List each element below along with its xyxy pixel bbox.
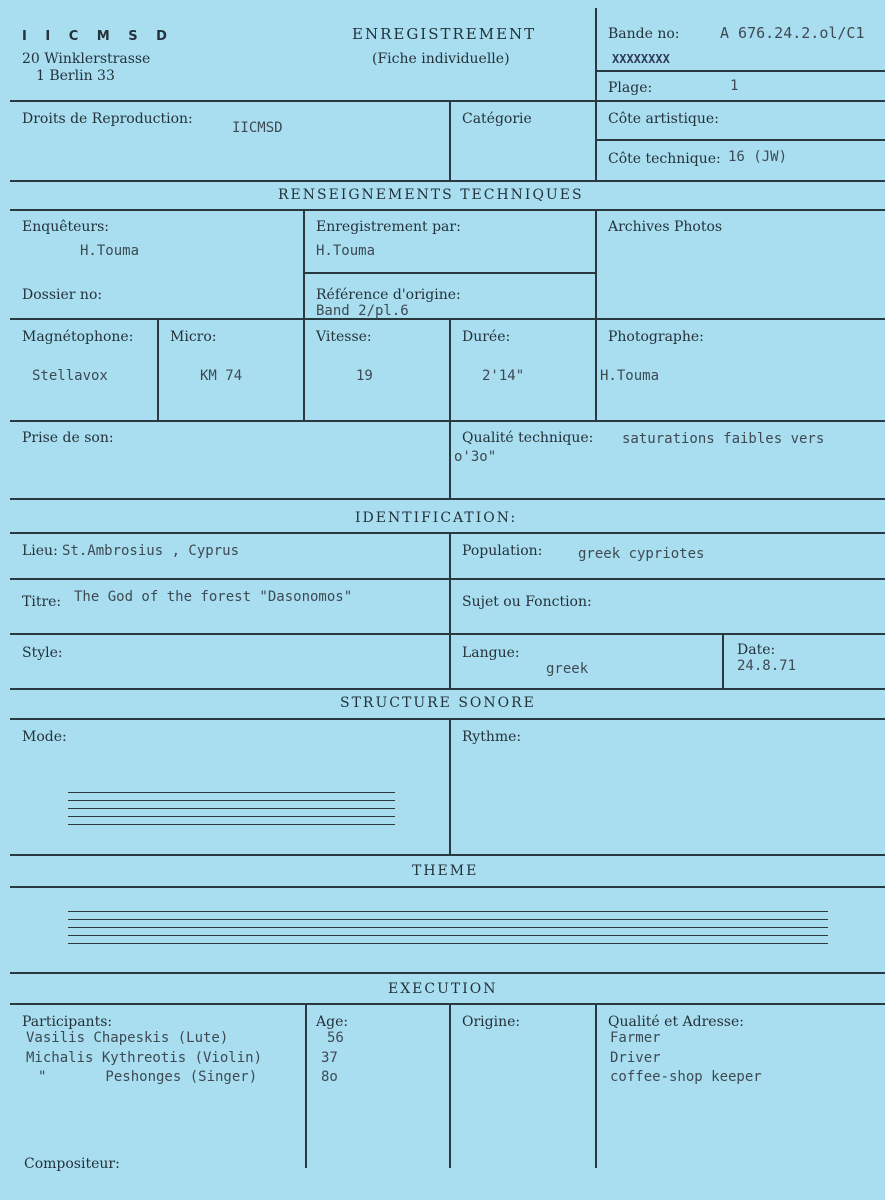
- langue-label: Langue:: [462, 645, 520, 661]
- droits-value: IICMSD: [232, 120, 283, 136]
- identification-heading: IDENTIFICATION:: [355, 510, 518, 526]
- theme-heading: THEME: [412, 863, 479, 879]
- participant-qualite: Farmer: [610, 1030, 661, 1046]
- titre-label: Titre:: [22, 594, 62, 610]
- rule-tech-heading-bottom: [10, 209, 885, 211]
- rule-theme-bottom: [10, 972, 885, 974]
- technique-heading: RENSEIGNEMENTS TECHNIQUES: [278, 187, 584, 203]
- titre-value: The God of the forest "Dasonomos": [74, 589, 353, 605]
- participant-name: Vasilis Chapeskis (Lute): [26, 1030, 229, 1046]
- participant-age: 8o: [321, 1069, 338, 1085]
- staff-line: [68, 792, 395, 793]
- age-label: Age:: [316, 1014, 349, 1030]
- enregistrement-value: H.Touma: [316, 243, 376, 259]
- sujet-label: Sujet ou Fonction:: [462, 594, 592, 610]
- categorie-label: Catégorie: [462, 111, 532, 127]
- rule-v-rythme: [449, 718, 451, 854]
- rule-v-origine: [449, 1003, 451, 1168]
- droits-label: Droits de Reproduction:: [22, 111, 193, 127]
- rule-v-enreg: [303, 209, 305, 420]
- langue-value: greek: [546, 661, 589, 677]
- rule-structure-heading-bottom: [10, 718, 885, 720]
- rythme-label: Rythme:: [462, 729, 522, 745]
- rule-v-archives: [595, 209, 597, 420]
- dossier-label: Dossier no:: [22, 287, 103, 303]
- qualite-adresse-label: Qualité et Adresse:: [608, 1014, 744, 1030]
- rule-execution-heading-bottom: [10, 1003, 885, 1005]
- vitesse-label: Vitesse:: [316, 329, 372, 345]
- population-value: greek cypriotes: [578, 546, 705, 562]
- micro-value: KM 74: [200, 368, 243, 384]
- rule-ident-heading-bottom: [10, 532, 885, 534]
- participant-name: Michalis Kythreotis (Violin): [26, 1050, 263, 1066]
- enqueteurs-label: Enquêteurs:: [22, 219, 110, 235]
- qualite-technique-label: Qualité technique:: [462, 430, 594, 446]
- qualite-technique-value: saturations faibles vers: [622, 431, 825, 447]
- rule-v-duree: [449, 318, 451, 420]
- micro-label: Micro:: [170, 329, 217, 345]
- staff-line: [68, 935, 828, 936]
- form-title: ENREGISTREMENT: [352, 25, 537, 43]
- participant-qualite: Driver: [610, 1050, 661, 1066]
- archives-photos-label: Archives Photos: [608, 219, 723, 235]
- bande-label: Bande no:: [608, 26, 680, 42]
- participant-name: " Peshonges (Singer): [38, 1069, 258, 1085]
- qualite-technique-value-2: o'3o": [454, 449, 497, 465]
- staff-line: [68, 808, 395, 809]
- mode-label: Mode:: [22, 729, 67, 745]
- date-label: Date:: [737, 642, 776, 658]
- rule-v-micro: [157, 318, 159, 420]
- rule-style-bottom: [10, 688, 885, 690]
- bande-value: A 676.24.2.ol/C1: [720, 24, 865, 42]
- rule-v-date: [722, 633, 724, 688]
- prise-de-son-label: Prise de son:: [22, 430, 114, 446]
- rule-tech-row2-bottom: [10, 420, 885, 422]
- form-subtitle: (Fiche individuelle): [372, 51, 510, 67]
- rule-lieu-bottom: [10, 578, 885, 580]
- rule-rights-bottom: [10, 180, 885, 182]
- address-line-2: 1 Berlin 33: [36, 68, 115, 84]
- rule-tech-row1-bottom: [10, 318, 885, 320]
- duree-label: Durée:: [462, 329, 511, 345]
- staff-line: [68, 824, 395, 825]
- struck-out-value: XXXXXXXX: [612, 52, 670, 66]
- photographe-label: Photographe:: [608, 329, 704, 345]
- staff-line: [68, 927, 828, 928]
- enqueteurs-value: H.Touma: [80, 243, 140, 259]
- structure-heading: STRUCTURE SONORE: [340, 695, 536, 711]
- origine-label: Origine:: [462, 1014, 521, 1030]
- rule-v-qualite: [449, 420, 451, 498]
- photographe-value: H.Touma: [600, 368, 660, 384]
- vitesse-value: 19: [356, 368, 373, 384]
- duree-value: 2'14": [482, 368, 525, 384]
- participant-age: 37: [321, 1050, 338, 1066]
- rule-v-age: [305, 1003, 307, 1168]
- staff-line: [68, 911, 828, 912]
- compositeur-label: Compositeur:: [24, 1156, 120, 1172]
- address-line-1: 20 Winklerstrasse: [22, 51, 151, 67]
- style-label: Style:: [22, 645, 63, 661]
- date-value: 24.8.71: [737, 658, 797, 674]
- rule-titre-bottom: [10, 633, 885, 635]
- reference-label: Référence d'origine:: [316, 287, 461, 303]
- rule-v-qualite-adresse: [595, 1003, 597, 1168]
- execution-heading: EXECUTION: [388, 981, 498, 997]
- staff-line: [68, 800, 395, 801]
- rule-header-bottom: [10, 100, 885, 102]
- rule-v-categorie: [449, 100, 451, 180]
- cote-technique-value: 16 (JW): [728, 149, 788, 165]
- plage-label: Plage:: [608, 80, 653, 96]
- lieu-value: St.Ambrosius , Cyprus: [62, 543, 240, 559]
- staff-line: [68, 943, 828, 944]
- participants-label: Participants:: [22, 1014, 113, 1030]
- enregistrement-label: Enregistrement par:: [316, 219, 461, 235]
- rule-v-ident: [449, 532, 451, 688]
- rule-cote-split: [595, 139, 885, 141]
- rule-prise-bottom: [10, 498, 885, 500]
- magnetophone-label: Magnétophone:: [22, 329, 134, 345]
- cote-artistique-label: Côte artistique:: [608, 111, 719, 127]
- org-name: I I C M S D: [22, 29, 174, 44]
- participant-qualite: coffee-shop keeper: [610, 1069, 762, 1085]
- magnetophone-value: Stellavox: [32, 368, 108, 384]
- rule-enreg-split: [303, 272, 595, 274]
- lieu-label: Lieu:: [22, 543, 58, 559]
- plage-value: 1: [730, 78, 739, 94]
- staff-line: [68, 816, 395, 817]
- rule-structure-bottom: [10, 854, 885, 856]
- population-label: Population:: [462, 543, 543, 559]
- participant-age: 56: [327, 1030, 344, 1046]
- rule-theme-heading-bottom: [10, 886, 885, 888]
- reference-value: Band 2/pl.6: [316, 303, 409, 319]
- cote-technique-label: Côte technique:: [608, 151, 721, 167]
- staff-line: [68, 919, 828, 920]
- rule-v-header: [595, 8, 597, 180]
- rule-plage-top: [595, 70, 885, 72]
